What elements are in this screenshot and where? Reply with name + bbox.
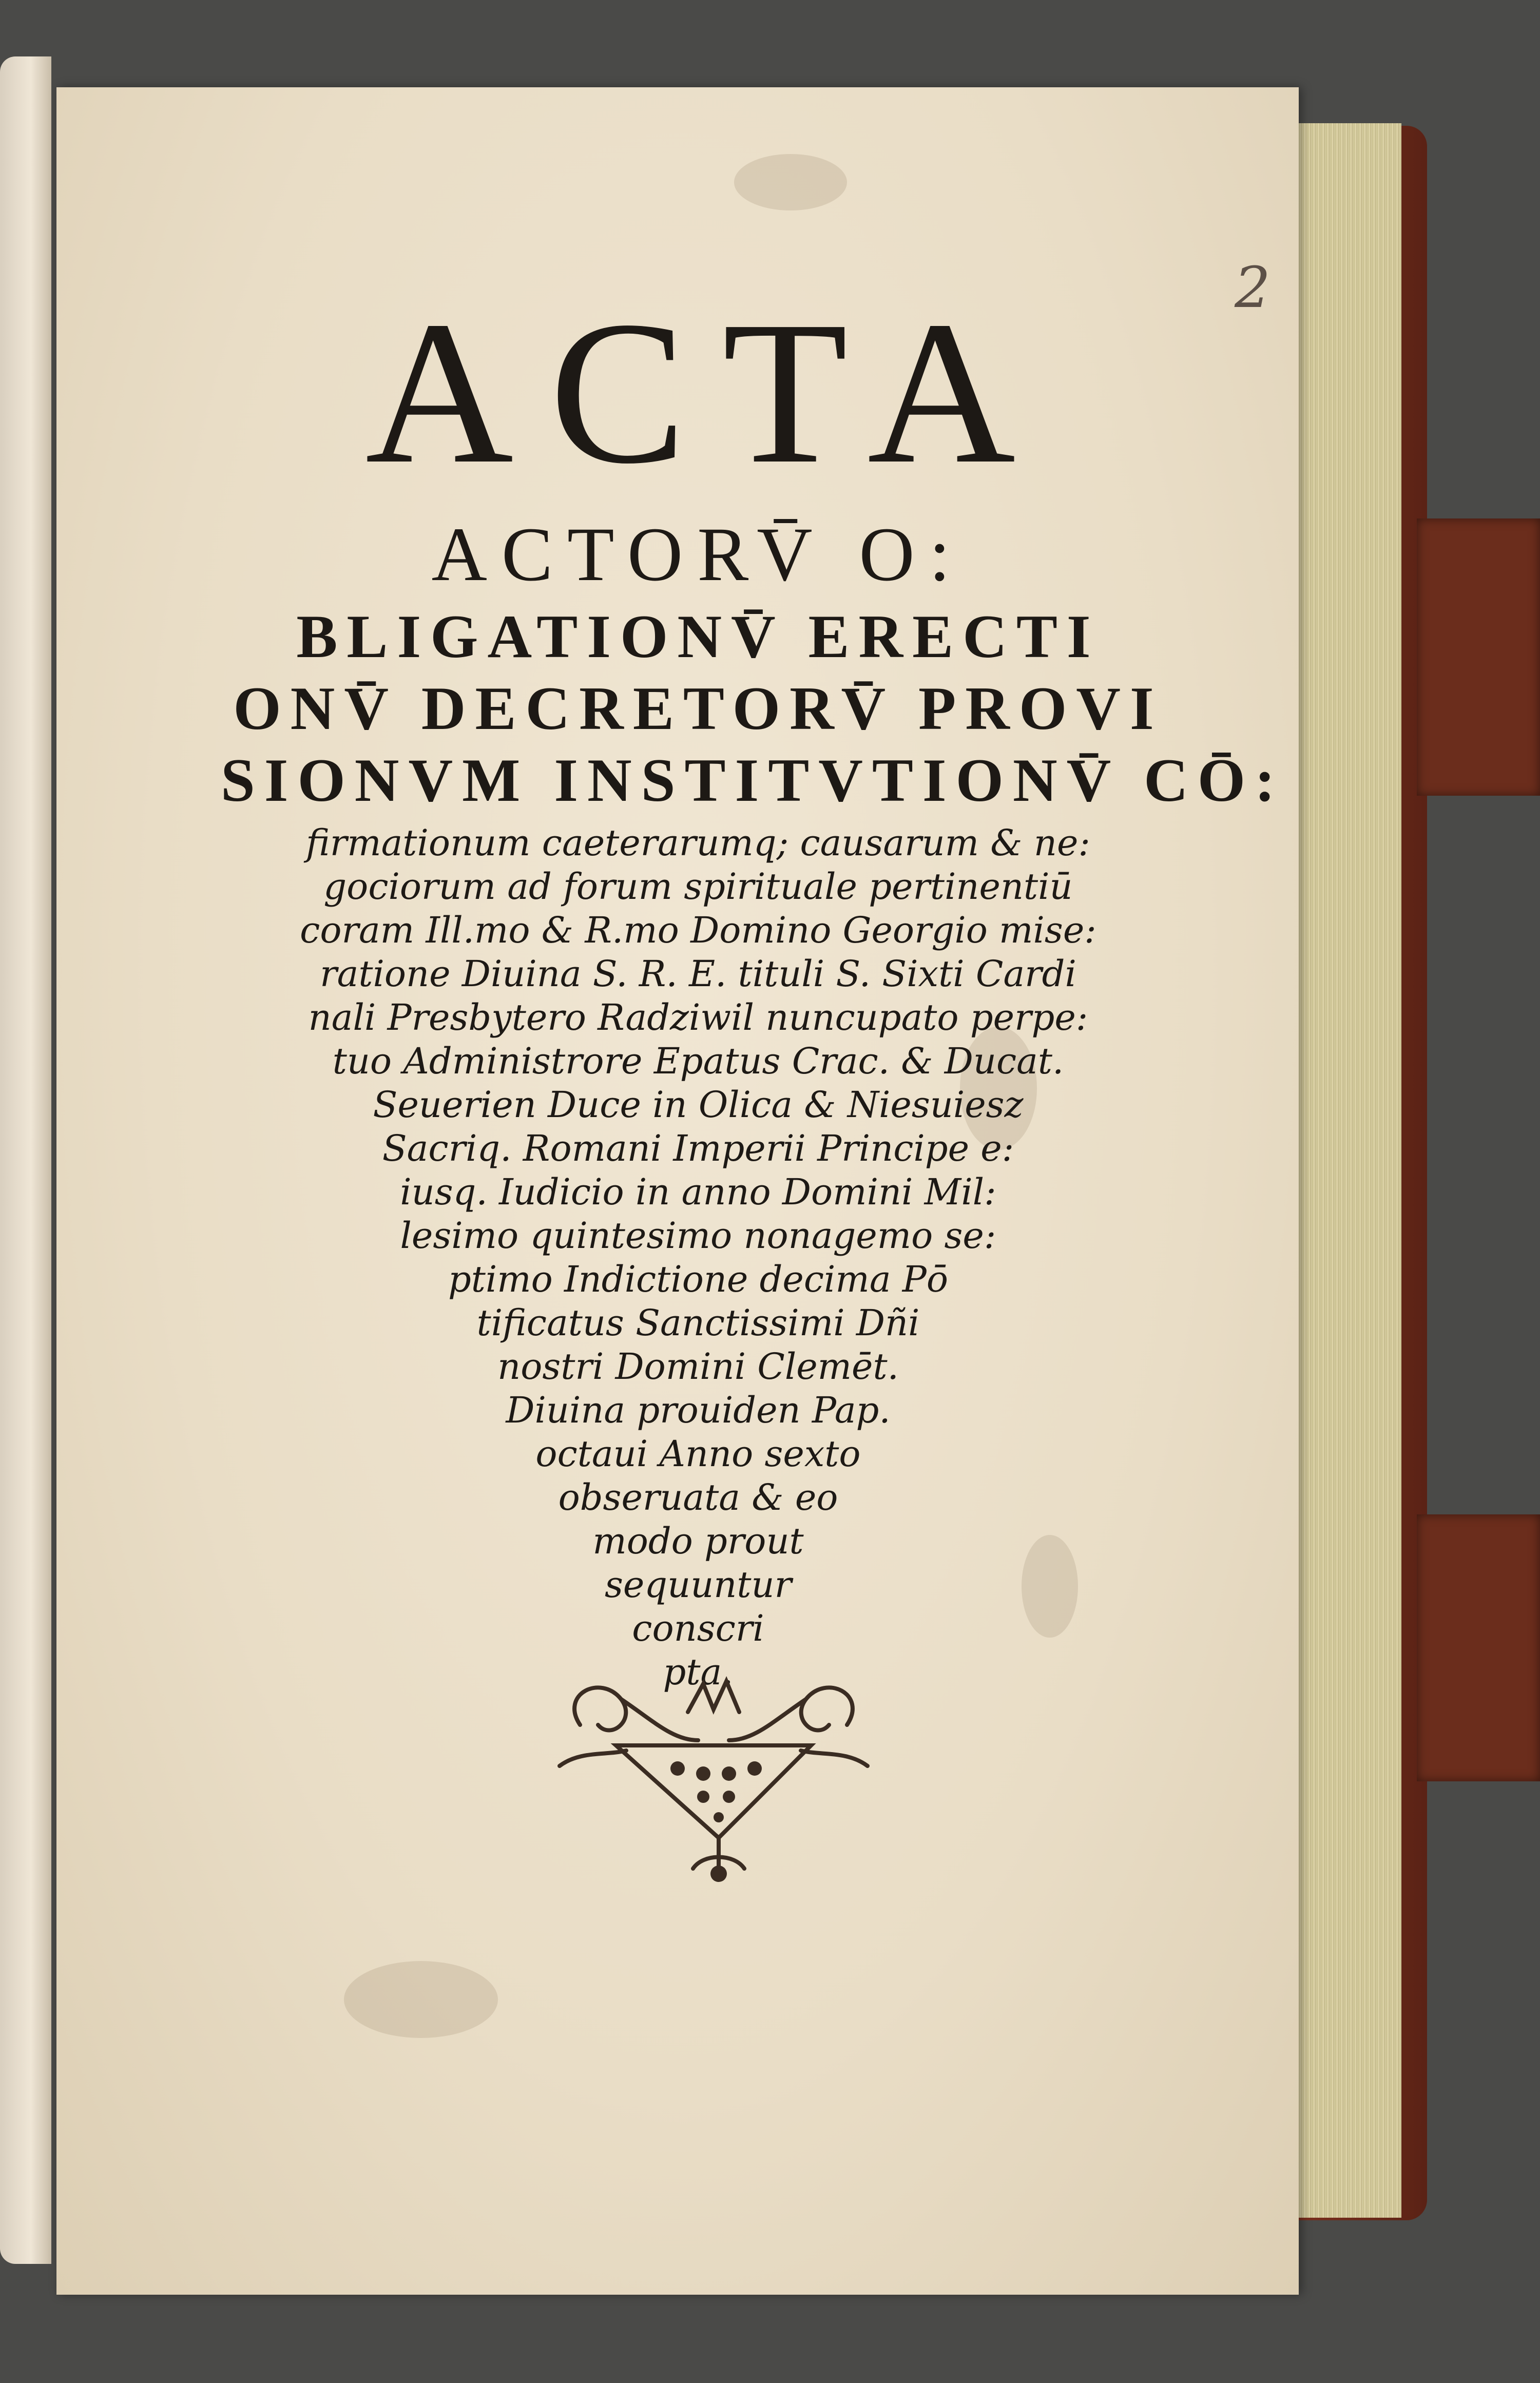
folio-number: 2 [1235, 255, 1270, 320]
body-line: modo prout [592, 1520, 804, 1562]
paper-stain [344, 1961, 498, 2038]
title-page-text [221, 279, 1285, 1694]
binding-strap-lower [1417, 1514, 1540, 1781]
body-line: sequuntur [604, 1564, 792, 1606]
body-line: firmationum caeterarumq; causarum & ne: [306, 822, 1090, 864]
body-line: pta. [663, 1651, 734, 1693]
body-line: conscri [632, 1607, 764, 1649]
body-line: nostri Domini Clemēt. [497, 1346, 899, 1388]
floral-emblem-icon [549, 1663, 878, 1884]
body-line: octaui Anno sexto [535, 1433, 861, 1475]
body-line: gociorum ad forum spirituale pertinentiū [323, 866, 1073, 908]
body-line: ratione Diuina S. R. E. tituli S. Sixti Cardi [320, 953, 1076, 995]
heading-line: ONV̄ DECRETORV̄ PROVI [233, 674, 1163, 742]
body-line: Seuerien Duce in Olica & Niesuiesz [373, 1084, 1024, 1126]
heading-line: ACTORV̄ O: [431, 512, 965, 597]
manuscript-page [56, 87, 1299, 2295]
body-line: lesimo quintesimo nonagemo se: [400, 1215, 996, 1257]
body-line: iusq. Iudicio in anno Domini Mil: [400, 1171, 996, 1213]
body-line: ptimo Indictione decima Pō [448, 1258, 949, 1300]
body-line: Sacriq. Romani Imperii Principe e: [382, 1127, 1014, 1169]
heading-line: BLIGATIONV̄ ERECTI [296, 602, 1100, 670]
body-line: obseruata & eo [558, 1476, 838, 1519]
heading-line: SIONVM INSTITVTIONV̄ CŌ: [221, 746, 1285, 814]
page-title: ACTA [365, 279, 1052, 506]
paper-stain [734, 154, 847, 210]
body-line: tuo Administrore Epatus Crac. & Ducat. [332, 1040, 1064, 1082]
facing-page-edge [0, 56, 51, 2264]
body-line: coram Ill.mo & R.mo Domino Georgio mise: [300, 909, 1096, 951]
body-line: nali Presbytero Radziwil nuncupato perpe: [308, 996, 1088, 1039]
body-line: tificatus Sanctissimi Dñi [476, 1302, 920, 1344]
body-line: Diuina prouiden Pap. [506, 1389, 891, 1431]
page-block-edges [1283, 123, 1401, 2218]
binding-strap-upper [1417, 518, 1540, 796]
